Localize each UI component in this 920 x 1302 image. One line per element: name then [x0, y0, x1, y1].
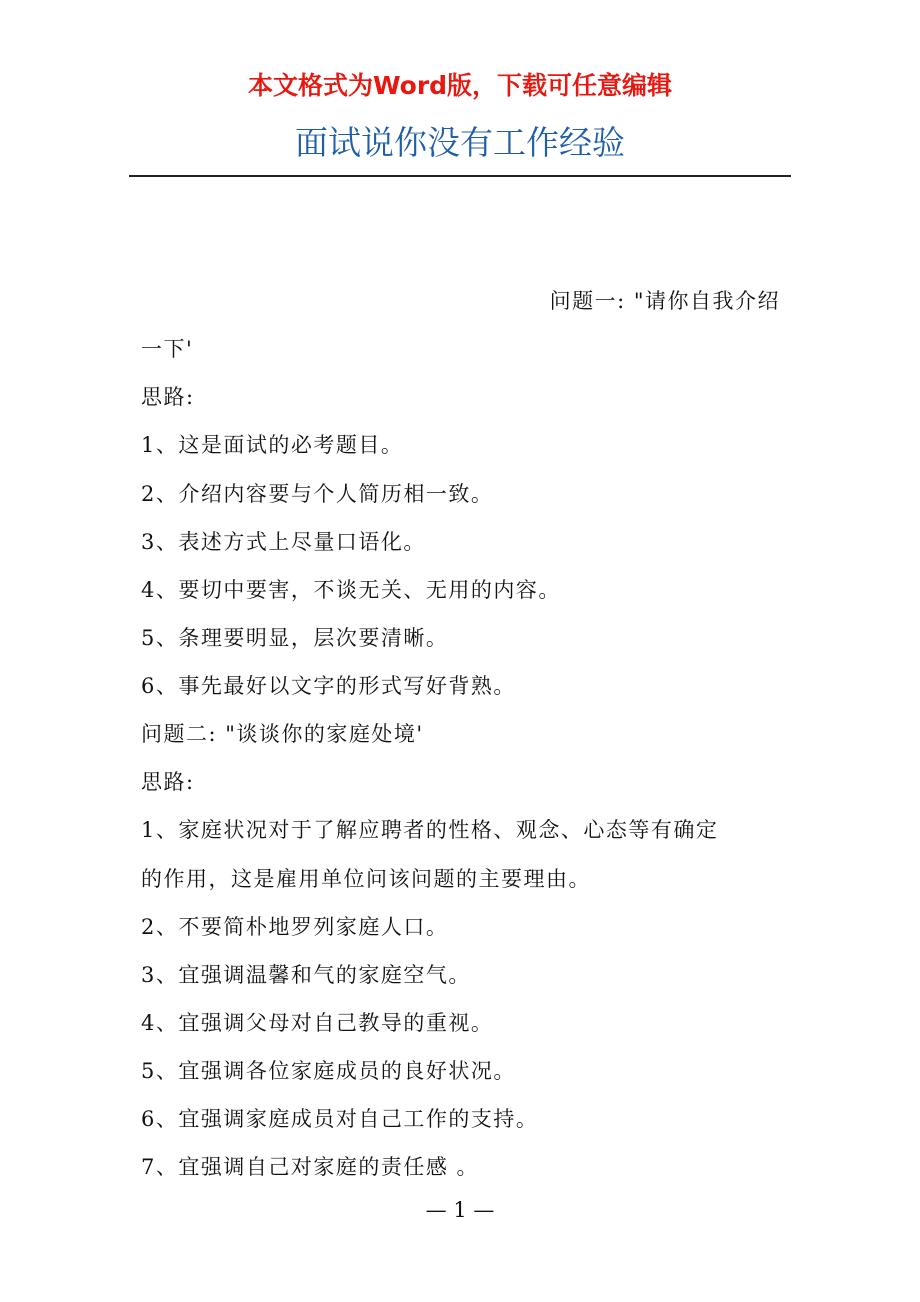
question-2-point: 3、宜强调温馨和气的家庭空气。 [141, 963, 471, 987]
question-1-thinking-label: 思路: [141, 385, 195, 409]
download-banner: 本文格式为Word版，下载可任意编辑 [247, 71, 673, 100]
question-2-point: 5、宜强调各位家庭成员的良好状况。 [141, 1059, 516, 1083]
question-1-point: 3、表述方式上尽量口语化。 [141, 530, 426, 554]
question-1-heading-continued: 一下' [141, 337, 194, 361]
question-2-point: 4、宜强调父母对自己教导的重视。 [141, 1011, 494, 1035]
question-2-heading: 问题二: "谈谈你的家庭处境' [141, 722, 424, 746]
question-2-point: 2、不要简朴地罗列家庭人口。 [141, 915, 449, 939]
question-1-point: 1、这是面试的必考题目。 [141, 433, 404, 457]
question-1-point: 4、要切中要害，不谈无关、无用的内容。 [141, 578, 561, 602]
document-title: 面试说你没有工作经验 [295, 123, 625, 162]
page-number: — 1 — [425, 1198, 495, 1222]
question-2-point-continued: 的作用，这是雇用单位问该问题的主要理由。 [141, 867, 591, 891]
question-2-point: 1、家庭状况对于了解应聘者的性格、观念、心态等有确定 [141, 818, 719, 842]
question-1-heading: 问题一: "请你自我介绍 [549, 289, 780, 313]
question-2-thinking-label: 思路: [141, 770, 195, 794]
question-1-point: 6、事先最好以文字的形式写好背熟。 [141, 674, 516, 698]
question-2-point: 7、宜强调自己对家庭的责任感 。 [141, 1155, 480, 1179]
question-2-point: 6、宜强调家庭成员对自己工作的支持。 [141, 1107, 539, 1131]
question-1-point: 5、条理要明显，层次要清晰。 [141, 626, 449, 650]
question-1-point: 2、介绍内容要与个人简历相一致。 [141, 482, 494, 506]
